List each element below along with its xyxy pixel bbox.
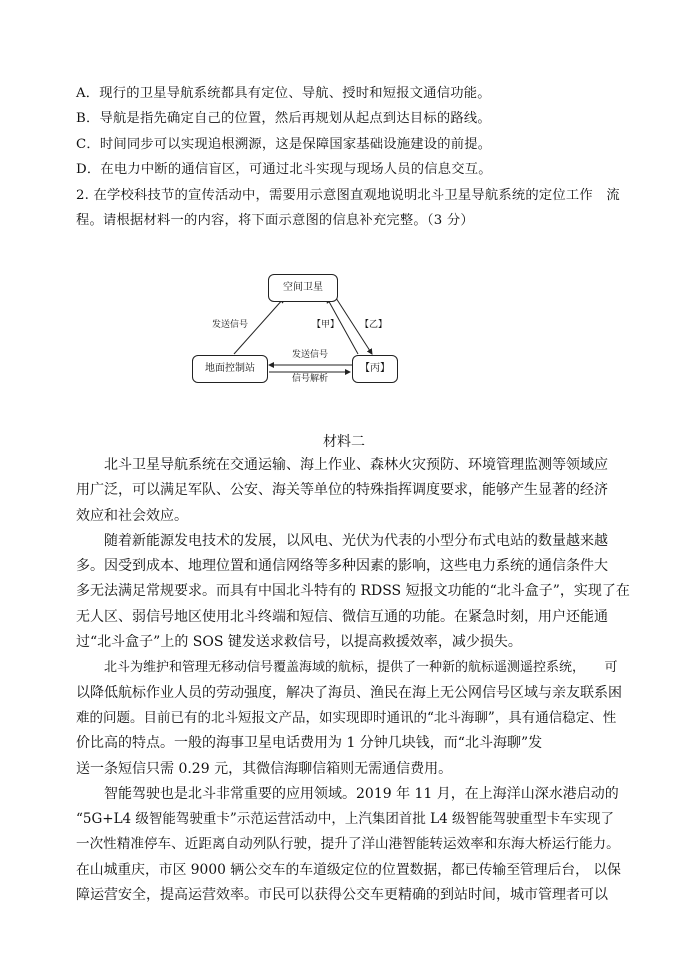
positioning-diagram bbox=[190, 272, 410, 388]
bing-box: 【丙】 bbox=[352, 355, 398, 383]
question-2-line-2: 程。请根据材料一的内容，将下面示意图的信息补充完整。（3 分） bbox=[76, 213, 474, 228]
body-line: 难的问题。目前已有的北斗短报文产品，如实现即时通讯的“北斗海聊”，具有通信稳定、性 bbox=[76, 709, 617, 726]
material-2-body bbox=[76, 453, 630, 908]
option-a: A．现行的卫星导航系统都具有定位、导航、授时和短报文通信功能。 bbox=[76, 86, 491, 101]
material-2-title: 材料二 bbox=[323, 434, 365, 450]
satellite-box: 空间卫星 bbox=[268, 274, 338, 302]
body-line: 用广泛，可以满足军队、公安、海关等单位的特殊指挥调度要求，能够产生显著的经济 bbox=[76, 482, 608, 499]
label-send-bottom: 发送信号 bbox=[292, 350, 329, 360]
body-line: 北斗卫星导航系统在交通运输、海上作业、森林火灾预防、环境管理监测等领域应 bbox=[104, 457, 608, 473]
label-jia: 【甲】 bbox=[312, 320, 340, 330]
body-line: 一次性精准停车、近距离自动列队行驶，提升了洋山港智能转运效率和东海大桥运行能力。 bbox=[76, 836, 620, 853]
body-line: 过“北斗盒子”上的 SOS 键发送求救信号，以提高救援效率，减少损失。 bbox=[76, 634, 522, 651]
body-line: “5G+L4 级智能驾驶重卡”示范运营活动中，上汽集团首批 L4 级智能驾驶重型卡车实现了 bbox=[76, 811, 614, 828]
body-line: 随着新能源发电技术的发展，以风电、光伏为代表的小型分布式电站的数量越来越 bbox=[104, 532, 608, 549]
body-line: 在山城重庆，市区 9000 辆公交车的车道级定位的位置数据，都已传输至管理后台， 以保 bbox=[76, 861, 621, 878]
label-send-left: 发送信号 bbox=[212, 320, 249, 330]
body-line: 智能驾驶也是北斗非常重要的应用领域。2019 年 11 月，在上海洋山深水港启动的 bbox=[104, 785, 619, 802]
option-c: C．时间同步可以实现追根溯源，这是保障国家基础设施建设的前提。 bbox=[76, 137, 492, 152]
body-line: 障运营安全，提高运营效率。市民可以获得公交车更精确的到站时间，城市管理者可以 bbox=[76, 887, 608, 904]
option-b: B．导航是指先确定自己的位置，然后再规划从起点到达目标的路线。 bbox=[76, 111, 491, 126]
body-line: 效应和社会效应。 bbox=[76, 507, 188, 524]
body-line: 北斗为维护和管理无移动信号覆盖海域的航标，提供了一种新的航标遥测遥控系统， 可 bbox=[104, 660, 618, 676]
body-line: 以降低航标作业人员的劳动强度，解决了海员、渔民在海上无公网信号区域与亲友联系困 bbox=[76, 684, 622, 701]
body-line: 多。因受到成本、地理位置和通信网络等多种因素的影响，这些电力系统的通信条件大 bbox=[76, 558, 608, 575]
ground-station-box: 地面控制站 bbox=[192, 355, 268, 383]
body-line: 多无法满足常规要求。而具有中国北斗特有的 RDSS 短报文功能的“北斗盒子”，实现了在 bbox=[76, 583, 630, 600]
question-2-line-1: 2. 在学校科技节的宣传活动中，需要用示意图直观地说明北斗卫星导航系统的定位工作 流 bbox=[76, 188, 620, 203]
label-yi: 【乙】 bbox=[360, 320, 388, 330]
option-d: D．在电力中断的通信盲区，可通过北斗实现与现场人员的信息交互。 bbox=[76, 162, 492, 177]
body-line: 送一条短信只需 0.29 元，其微信海聊信箱则无需通信费用。 bbox=[76, 760, 453, 777]
body-line: 价比高的特点。一般的海事卫星电话费用为 1 分钟几块钱，而“北斗海聊”发 bbox=[76, 735, 543, 752]
label-decode-bottom: 信号解析 bbox=[292, 374, 329, 384]
body-line: 无人区、弱信号地区使用北斗终端和短信、微信互通的功能。在紧急时刻，用户还能通 bbox=[76, 608, 608, 625]
